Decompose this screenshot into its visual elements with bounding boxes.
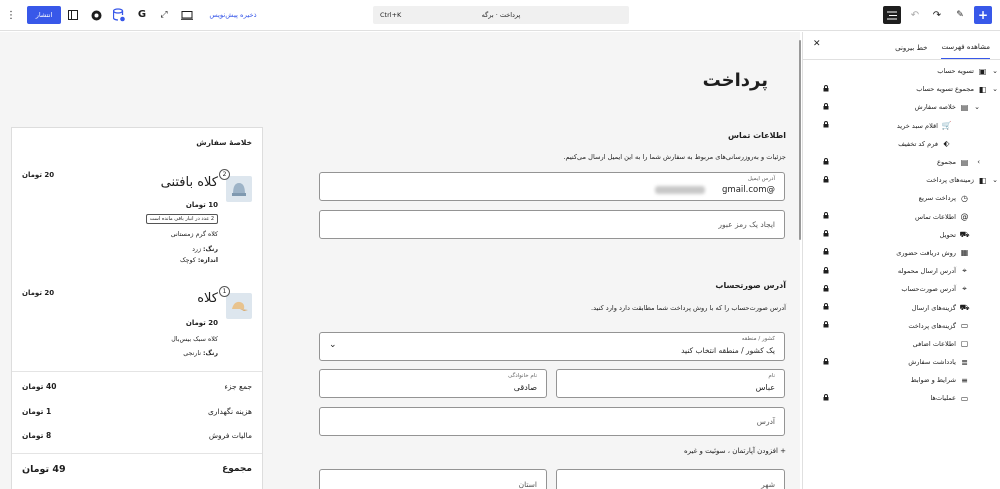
- list-view-item-label: روش دریافت حضوری: [896, 248, 956, 257]
- tools-pencil-icon[interactable]: ✎: [956, 10, 964, 20]
- list-view-item-label: پرداخت سریع: [918, 194, 956, 203]
- product-attribute: اندازه: کوچک: [180, 257, 218, 264]
- editor-canvas: [0, 32, 800, 489]
- add-block-button[interactable]: +: [974, 6, 992, 24]
- city-field[interactable]: [556, 469, 785, 489]
- product-name: کلاه بافتنی: [160, 175, 218, 190]
- list-view-item-label: اطلاعات تماس: [915, 212, 956, 221]
- document-title: پرداخت · برگه: [481, 11, 521, 19]
- list-view-item[interactable]: [803, 171, 1000, 189]
- list-view-item-label: یادداشت سفارش: [908, 358, 956, 367]
- editor-top-bar: [0, 0, 1000, 31]
- total-value: 49 تومان: [22, 464, 66, 475]
- list-view-item[interactable]: [803, 317, 1000, 335]
- truck-icon: ⛟: [959, 229, 970, 239]
- tab-list-view[interactable]: مشاهده فهرست: [941, 43, 990, 59]
- tax-label: مالیات فروش: [208, 431, 252, 440]
- preview-device-icon[interactable]: [180, 9, 194, 21]
- list-view-item-label: خلاصه سفارش: [914, 103, 956, 112]
- country-label: کشور / منطقه: [741, 336, 775, 342]
- lock-icon: [823, 358, 829, 367]
- list-view-item-label: تسویه حساب: [937, 67, 974, 76]
- tab-outline[interactable]: خط بیرونی: [895, 44, 928, 52]
- list-view-item-label: گزینه‌های پرداخت: [908, 321, 956, 330]
- list-view-item-label: مجموع: [937, 158, 956, 167]
- product-description: کلاه گرم زمستانی: [170, 231, 218, 238]
- last-name-field[interactable]: [319, 369, 547, 398]
- list-view-item[interactable]: [803, 98, 1000, 116]
- unit-price: 20 تومان: [185, 319, 218, 327]
- list-view-item[interactable]: [803, 153, 1000, 171]
- lock-icon: [823, 285, 829, 294]
- summary-icon: ▤: [960, 102, 969, 112]
- list-view-item[interactable]: [803, 262, 1000, 280]
- columns-icon: ◧: [978, 84, 987, 94]
- store-icon: ▦: [960, 248, 969, 258]
- list-view-item[interactable]: [803, 189, 1000, 207]
- lock-icon: [823, 176, 829, 185]
- publish-button[interactable]: انتشار: [27, 6, 61, 24]
- line-total: 20 تومان: [22, 289, 55, 297]
- page-title[interactable]: پرداخت: [702, 70, 768, 91]
- last-name-value: صادقی: [513, 383, 537, 392]
- list-view-sidebar: [802, 32, 1000, 489]
- list-view-item-label: زمینه‌های پرداخت: [926, 176, 974, 185]
- list-view-item-label: اقلام سبد خرید: [896, 121, 938, 130]
- shortcut-hint: Ctrl+K: [380, 11, 402, 19]
- canvas-scrollbar[interactable]: [799, 40, 801, 240]
- terms-icon: ≡: [961, 375, 968, 385]
- list-view-item-label: مجموع تسویه حساب: [916, 85, 974, 94]
- unit-price: 10 تومان: [185, 201, 218, 209]
- lock-icon: [823, 85, 829, 94]
- first-name-label: نام: [768, 373, 775, 379]
- contact-description: جزئیات و به‌روزرسانی‌های مربوط به سفارش شما را به این ایمیل ارسال می‌کنیم.: [563, 153, 786, 161]
- plugin-icon[interactable]: [90, 9, 102, 21]
- list-view-item-label: شرایط و ضوابط: [910, 376, 956, 385]
- sidebar-tabs: [803, 32, 1000, 60]
- order-summary-card[interactable]: [11, 127, 263, 489]
- state-field[interactable]: [319, 469, 547, 489]
- g-plugin-icon[interactable]: G: [137, 9, 147, 20]
- contact-heading: اطلاعات تماس: [727, 131, 786, 140]
- fullscreen-icon[interactable]: ⤢: [160, 10, 168, 20]
- list-view-item[interactable]: [803, 298, 1000, 316]
- password-placeholder: ایجاد یک رمز عبور: [718, 220, 775, 229]
- product-attribute: رنگ: نارنجی: [183, 350, 218, 357]
- list-view-item-label: آدرس ارسال محموله: [897, 267, 956, 276]
- list-view-item[interactable]: [803, 335, 1000, 353]
- stock-badge: 2 عدد در انبار باقی مانده است: [146, 214, 218, 224]
- lock-icon: [823, 321, 829, 330]
- chevron-down-icon: ⌄: [329, 340, 337, 350]
- billing-heading: آدرس صورتحساب: [715, 281, 786, 290]
- button-icon: ▭: [960, 393, 969, 403]
- quantity-badge: 2: [219, 169, 230, 180]
- list-view-item[interactable]: [803, 353, 1000, 371]
- handling-value: 1 تومان: [22, 407, 52, 416]
- chevron-left-icon[interactable]: ›: [977, 158, 980, 167]
- product-name: کلاه: [197, 291, 218, 306]
- tax-value: 8 تومان: [22, 431, 52, 440]
- list-view-toggle-icon[interactable]: [883, 6, 901, 24]
- list-view-item[interactable]: [803, 280, 1000, 298]
- tag-icon: ⬖: [943, 139, 950, 149]
- total-label: مجموع: [222, 464, 252, 474]
- lock-icon: [823, 103, 829, 112]
- pin-icon: ⌖: [962, 284, 967, 294]
- lock-icon: [823, 212, 829, 221]
- lock-icon: [823, 394, 829, 403]
- list-view-item-label: اطلاعات اضافی: [912, 339, 956, 348]
- product-thumbnail: [226, 293, 252, 319]
- first-name-field[interactable]: [556, 369, 785, 398]
- command-palette-bar[interactable]: [373, 6, 629, 24]
- product-thumbnail: [226, 176, 252, 202]
- password-field[interactable]: [319, 210, 785, 239]
- address-placeholder: آدرس: [756, 417, 775, 426]
- list-view-item-label: گزینه‌های ارسال: [911, 303, 956, 312]
- close-icon[interactable]: ✕: [813, 39, 821, 49]
- lock-icon: [823, 158, 829, 167]
- list-view-item[interactable]: [803, 80, 1000, 98]
- lock-icon: [823, 121, 829, 130]
- list-view-item[interactable]: [803, 208, 1000, 226]
- country-select[interactable]: [319, 332, 785, 361]
- lock-icon: [823, 267, 829, 276]
- database-icon[interactable]: [112, 7, 126, 22]
- chevron-down-icon[interactable]: ⌄: [992, 176, 998, 185]
- billing-description: آدرس صورت‌حساب را که با روش پرداخت شما مطابقت دارد وارد کنید.: [590, 304, 786, 312]
- at-icon: @: [960, 212, 969, 222]
- lock-icon: [823, 303, 829, 312]
- summary-heading: خلاصهٔ سفارش: [196, 138, 252, 147]
- list-view-item[interactable]: [803, 226, 1000, 244]
- handling-label: هزینه نگهداری: [207, 407, 252, 416]
- state-placeholder: استان: [518, 480, 537, 489]
- add-apartment-link[interactable]: + افزودن آپارتمان ، سوئیت و غیره: [683, 447, 786, 455]
- block-tree: [803, 60, 1000, 408]
- pin-icon: ⌖: [962, 266, 967, 276]
- email-label: آدرس ایمیل: [747, 176, 775, 182]
- sidebar-toggle-icon[interactable]: [67, 9, 79, 21]
- list-view-item-label: فرم کد تخفیف: [898, 139, 938, 148]
- address-field[interactable]: [319, 407, 785, 436]
- list-view-item[interactable]: [803, 244, 1000, 262]
- subtotal-label: جمع جزء: [224, 382, 252, 391]
- product-description: کلاه سبک بیس‌بال: [171, 336, 218, 343]
- checkout-block-icon: ▣: [978, 66, 987, 76]
- lock-icon: [823, 230, 829, 239]
- redo-icon[interactable]: ↷: [932, 9, 942, 21]
- list-view-item-label: آدرس صورت‌حساب: [901, 285, 956, 294]
- columns-icon: ◧: [978, 175, 987, 185]
- chevron-down-icon[interactable]: ⌄: [992, 67, 998, 76]
- options-icon[interactable]: ⋮: [6, 9, 16, 21]
- divider: [12, 371, 262, 372]
- undo-icon[interactable]: ↶: [910, 9, 920, 21]
- list-view-item[interactable]: [803, 135, 1000, 153]
- card-icon: ▭: [960, 321, 969, 331]
- email-value: @gmail.com: [722, 185, 775, 195]
- chevron-down-icon[interactable]: ⌄: [974, 103, 980, 112]
- list-view-item[interactable]: [803, 371, 1000, 389]
- list-view-item[interactable]: [803, 389, 1000, 407]
- save-draft-link[interactable]: ذخیره پیش‌نویس: [209, 11, 257, 19]
- country-value: یک کشور / منطقه انتخاب کنید: [681, 346, 775, 355]
- lock-icon: [823, 248, 829, 257]
- list-view-item[interactable]: [803, 117, 1000, 135]
- email-redacted-blur: [655, 186, 705, 194]
- list-view-item-label: عملیات‌ها: [930, 394, 956, 403]
- cart-icon: 🛒: [941, 121, 952, 131]
- email-field[interactable]: [319, 172, 785, 201]
- quantity-badge: 1: [219, 286, 230, 297]
- doc-icon: ≣: [961, 357, 968, 367]
- product-attribute: رنگ: زرد: [192, 246, 218, 253]
- clock-icon: ◷: [961, 193, 968, 203]
- subtotal-value: 40 تومان: [22, 382, 57, 391]
- city-placeholder: شهر: [761, 480, 775, 489]
- first-name-value: عباس: [755, 383, 775, 392]
- total-icon: ▤: [960, 157, 969, 167]
- line-total: 20 تومان: [22, 171, 55, 179]
- list-view-item[interactable]: [803, 62, 1000, 80]
- last-name-label: نام خانوادگی: [508, 373, 537, 379]
- truck-icon: ⛟: [959, 302, 970, 312]
- divider: [12, 453, 262, 454]
- list-view-item-label: تحویل: [939, 230, 956, 239]
- note-icon: ▢: [960, 339, 969, 349]
- chevron-down-icon[interactable]: ⌄: [992, 85, 998, 94]
